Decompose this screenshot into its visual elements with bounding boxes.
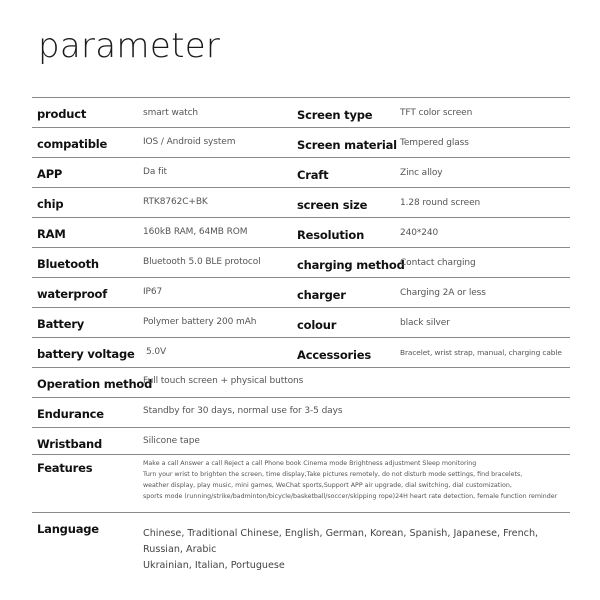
operation-value: Full touch screen + physical buttons bbox=[143, 376, 304, 386]
spec-label: Resolution bbox=[297, 228, 365, 242]
spec-row bbox=[32, 307, 570, 337]
spec-label: compatible bbox=[37, 137, 108, 151]
endurance-label: Endurance bbox=[37, 407, 104, 421]
spec-value: Bluetooth 5.0 BLE protocol bbox=[143, 257, 261, 267]
spec-row-language bbox=[32, 512, 570, 583]
spec-value: black silver bbox=[400, 318, 450, 328]
language-line: Chinese, Traditional Chinese, English, German, Korean, Spanish, Japanese, French, Russian, Arabic bbox=[143, 528, 539, 555]
spec-row-features bbox=[32, 454, 570, 512]
spec-row bbox=[32, 337, 570, 367]
wristband-label: Wristband bbox=[37, 437, 103, 451]
spec-value: Da fit bbox=[143, 167, 167, 177]
spec-value: 240*240 bbox=[400, 228, 439, 238]
spec-row bbox=[32, 217, 570, 247]
spec-row bbox=[32, 247, 570, 277]
spec-value: 1.28 round screen bbox=[400, 198, 481, 208]
spec-value: Polymer battery 200 mAh bbox=[143, 317, 257, 327]
features-label: Features bbox=[37, 461, 93, 475]
spec-row bbox=[32, 157, 570, 187]
spec-row bbox=[32, 97, 570, 127]
endurance-value: Standby for 30 days, normal use for 3-5 days bbox=[143, 406, 343, 416]
wristband-value: Silicone tape bbox=[143, 436, 200, 446]
spec-value: Zinc alloy bbox=[400, 168, 443, 178]
spec-label: Battery bbox=[37, 317, 85, 331]
spec-label: APP bbox=[37, 167, 63, 181]
spec-label: waterproof bbox=[37, 287, 108, 301]
spec-label: Screen material bbox=[297, 138, 397, 152]
spec-label: charging method bbox=[297, 258, 405, 272]
spec-value: Charging 2A or less bbox=[400, 288, 486, 298]
spec-value: IP67 bbox=[143, 287, 163, 297]
spec-value: Bracelet, wrist strap, manual, charging cable bbox=[400, 348, 562, 357]
features-line: sports mode (running/strike/badminton/bicycle/basketball/soccer/skipping rope)24H heart rate detection, female function reminder bbox=[143, 493, 558, 500]
features-line: Make a call Answer a call Reject a call Phone book Cinema mode Brightness adjustment Sleep monitoring bbox=[143, 460, 477, 467]
spec-label: product bbox=[37, 107, 87, 121]
features-line: weather display, play music, mini games, WeChat sports,Support APP air upgrade, dial switching, dial customization, bbox=[143, 482, 512, 489]
spec-label: screen size bbox=[297, 198, 368, 212]
spec-label: battery voltage bbox=[37, 347, 135, 361]
spec-row bbox=[32, 187, 570, 217]
operation-label: Operation method bbox=[37, 377, 153, 391]
spec-label: colour bbox=[297, 318, 337, 332]
spec-value: RTK8762C+BK bbox=[143, 197, 208, 207]
features-line: Turn your wrist to brighten the screen, time display,Take pictures remotely, do not disturb mode settings, find bracelets, bbox=[143, 471, 523, 478]
spec-label: chip bbox=[37, 197, 64, 211]
language-list bbox=[143, 526, 570, 574]
spec-table bbox=[32, 97, 570, 583]
features-list bbox=[143, 458, 557, 502]
spec-value: Tempered glass bbox=[400, 138, 469, 148]
spec-value: IOS / Android system bbox=[143, 137, 236, 147]
spec-label: Craft bbox=[297, 168, 329, 182]
spec-label: Accessories bbox=[297, 348, 371, 362]
spec-row-endurance bbox=[32, 397, 570, 427]
spec-value: 160kB RAM, 64MB ROM bbox=[143, 227, 248, 237]
spec-row bbox=[32, 277, 570, 307]
spec-value: smart watch bbox=[143, 108, 199, 118]
spec-row-wristband bbox=[32, 427, 570, 454]
spec-label: charger bbox=[297, 288, 346, 302]
spec-value: 5.0V bbox=[146, 347, 167, 357]
spec-row bbox=[32, 127, 570, 157]
spec-label: Bluetooth bbox=[37, 257, 99, 271]
language-label: Language bbox=[37, 522, 99, 536]
spec-row-operation bbox=[32, 367, 570, 397]
spec-label: RAM bbox=[37, 227, 66, 241]
spec-value: Contact charging bbox=[400, 258, 476, 268]
page-title: parameter bbox=[38, 26, 221, 66]
spec-label: Screen type bbox=[297, 108, 373, 122]
spec-value: TFT color screen bbox=[400, 108, 473, 118]
language-line: Ukrainian, Italian, Portuguese bbox=[143, 560, 285, 571]
